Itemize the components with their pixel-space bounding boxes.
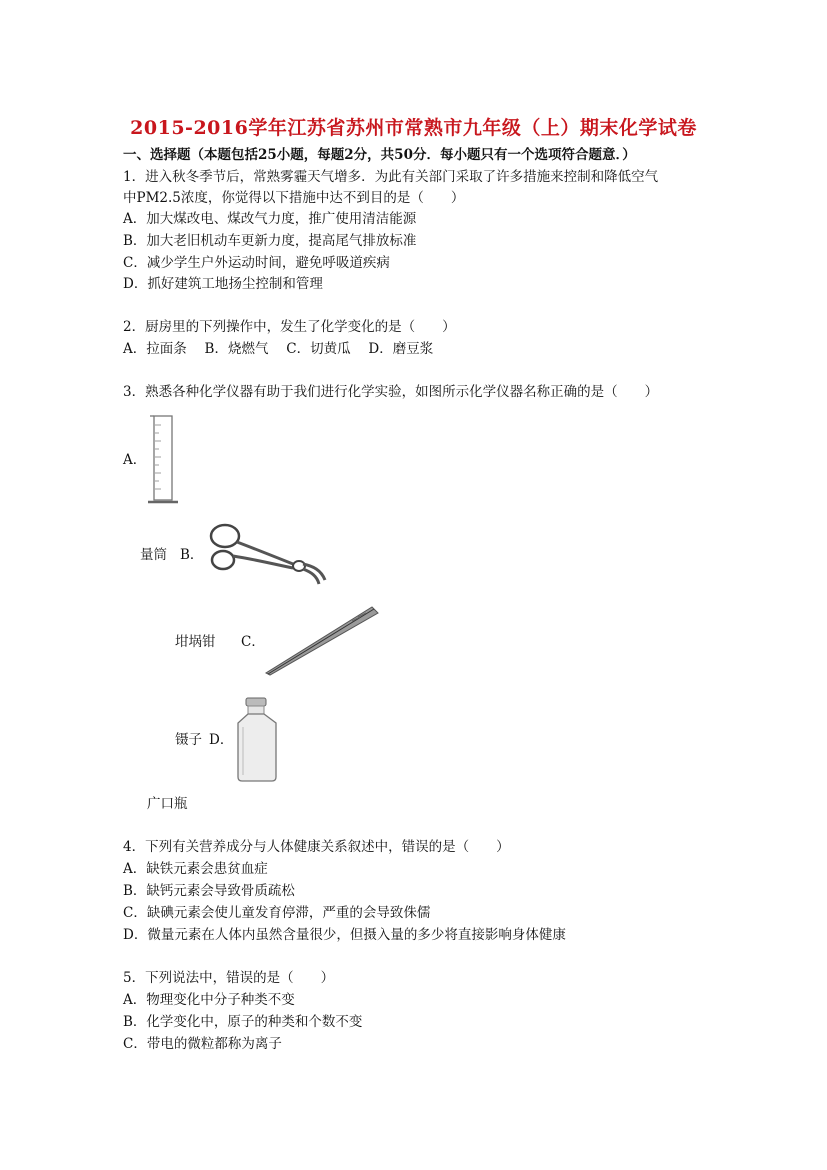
question-3-option-d-text: 广口瓶 bbox=[147, 796, 188, 812]
question-1-option-c: C．减少学生户外运动时间，避免呼吸道疾病 bbox=[123, 255, 390, 271]
question-3-option-d-label: D． bbox=[209, 732, 234, 748]
question-2-options: A．拉面条 B．烧燃气 C．切黄瓜 D．磨豆浆 bbox=[123, 341, 434, 357]
question-5-stem: 5．下列说法中，错误的是（ ） bbox=[123, 970, 335, 986]
question-2-stem: 2．厨房里的下列操作中，发生了化学变化的是（ ） bbox=[123, 319, 456, 335]
question-3-option-a-text: 量筒 bbox=[140, 547, 167, 563]
question-4-option-d: D．微量元素在人体内虽然含量很少，但摄入量的多少将直接影响身体健康 bbox=[123, 927, 566, 943]
question-5-option-b: B．化学变化中，原子的种类和个数不变 bbox=[123, 1014, 363, 1030]
question-4-option-a: A．缺铁元素会患贫血症 bbox=[123, 861, 268, 877]
question-1-option-b: B．加大老旧机动车更新力度，提高尾气排放标准 bbox=[123, 233, 417, 249]
crucible-tongs-image bbox=[203, 520, 331, 588]
question-1-stem-line1: 1．进入秋冬季节后，常熟雾霾天气增多．为此有关部门采取了许多措施来控制和降低空气 bbox=[123, 169, 659, 185]
question-1-option-a: A．加大煤改电、煤改气力度，推广使用清洁能源 bbox=[123, 211, 417, 227]
wide-mouth-bottle-image bbox=[234, 695, 280, 785]
question-3-option-c-text: 镊子 bbox=[175, 732, 202, 748]
question-3-stem: 3．熟悉各种化学仪器有助于我们进行化学实验，如图所示化学仪器名称正确的是（ ） bbox=[123, 384, 659, 400]
page-title: 2015-2016学年江苏省苏州市常熟市九年级（上）期末化学试卷 bbox=[130, 117, 697, 139]
question-1-stem-line2: 中PM2.5浓度，你觉得以下措施中达不到目的是（ ） bbox=[123, 190, 465, 206]
question-3-option-b-label: B． bbox=[180, 547, 204, 563]
graduated-cylinder-image bbox=[146, 413, 182, 507]
question-3-option-c-label: C． bbox=[241, 634, 265, 650]
question-3-option-b-text: 坩埚钳 bbox=[175, 634, 216, 650]
question-1-option-d: D．抓好建筑工地扬尘控制和管理 bbox=[123, 276, 323, 292]
tweezers-image bbox=[262, 603, 382, 679]
question-4-option-b: B．缺钙元素会导致骨质疏松 bbox=[123, 883, 295, 899]
question-4-option-c: C．缺碘元素会使儿童发育停滞，严重的会导致侏儒 bbox=[123, 905, 431, 921]
question-4-stem: 4．下列有关营养成分与人体健康关系叙述中，错误的是（ ） bbox=[123, 839, 510, 855]
question-5-option-c: C．带电的微粒都称为离子 bbox=[123, 1036, 282, 1052]
question-5-option-a: A．物理变化中分子种类不变 bbox=[123, 992, 295, 1008]
question-3-option-a-label: A． bbox=[123, 452, 147, 468]
section-heading: 一、选择题（本题包括25小题，每题2分，共50分．每小题只有一个选项符合题意．） bbox=[123, 147, 636, 163]
